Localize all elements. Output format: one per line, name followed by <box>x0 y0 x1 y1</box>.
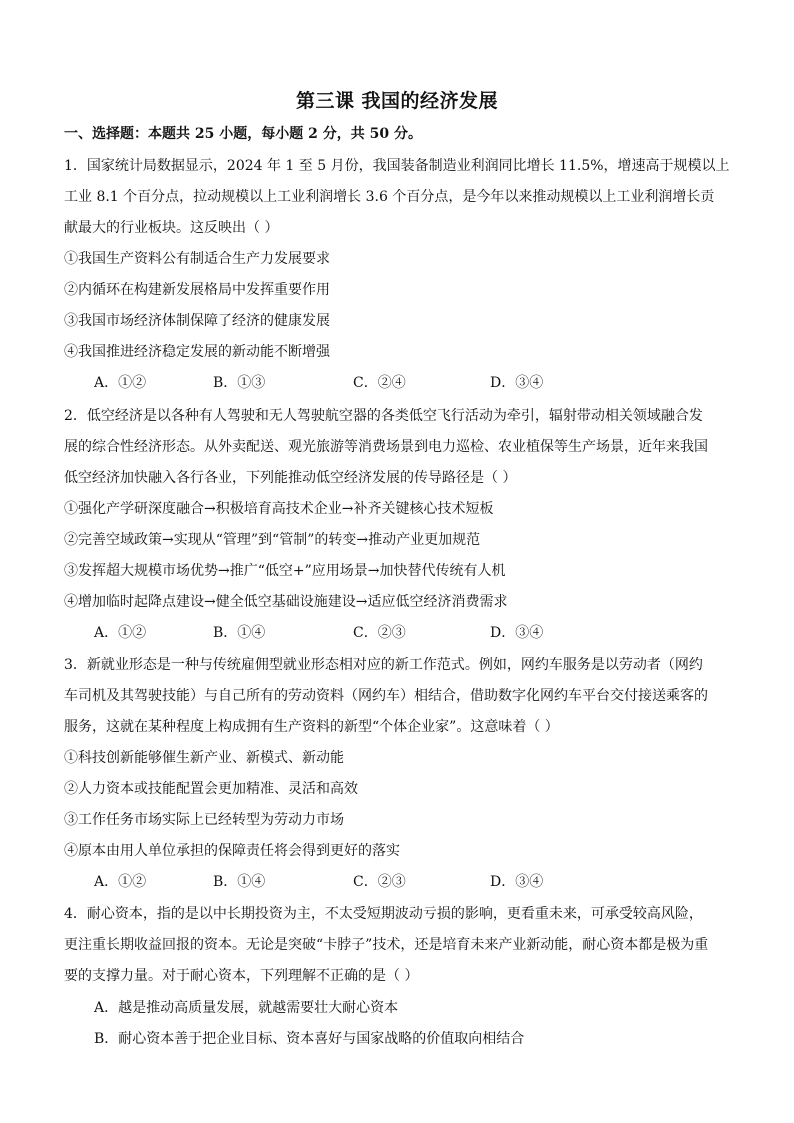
question-2-line-3: 低空经济加快融入各行各业，下列能推动低空经济发展的传导路径是（ ） <box>64 470 517 486</box>
question-4-choice-b: B．耐心资本善于把企业目标、资本喜好与国家战略的价值取向相结合 <box>94 1031 525 1047</box>
question-3-choice-c: C．②③ <box>353 874 406 890</box>
question-3-statement-4: ④原本由用人单位承担的保障责任将会得到更好的落实 <box>64 843 400 859</box>
question-2-statement-4: ④增加临时起降点建设→健全低空基础设施建设→适应低空经济消费需求 <box>64 594 508 610</box>
question-1-statement-3: ③我国市场经济体制保障了经济的健康发展 <box>64 313 330 329</box>
question-2-choice-c: C．②③ <box>353 625 406 641</box>
question-2-statement-2: ②完善空域政策→实现从“管理”到“管制”的转变→推动产业更加规范 <box>64 532 481 548</box>
question-1-statement-2: ②内循环在构建新发展格局中发挥重要作用 <box>64 282 330 298</box>
section-header: 一、选择题：本题共 25 小题，每小题 2 分，共 50 分。 <box>64 126 422 142</box>
question-2-statement-1: ①强化产学研深度融合→积极培育高技术企业→补齐关键核心技术短板 <box>64 501 494 517</box>
question-3-statement-2: ②人力资本或技能配置会更加精准、灵活和高效 <box>64 781 358 797</box>
question-4-line-3: 要的支撑力量。对于耐心资本，下列理解不正确的是（ ） <box>64 968 419 984</box>
question-2-choice-b: B．①④ <box>213 625 266 641</box>
question-1-choice-b: B．①③ <box>213 375 266 391</box>
question-4-line-1: 4．耐心资本，指的是以中长期投资为主，不太受短期波动亏损的影响，更看重未来，可承受较高风险， <box>64 906 703 922</box>
question-3-choice-d: D．③④ <box>490 874 544 890</box>
question-1-statement-1: ①我国生产资料公有制适合生产力发展要求 <box>64 251 330 267</box>
question-4-choice-a: A．越是推动高质量发展，就越需要壮大耐心资本 <box>94 1000 399 1016</box>
question-2-line-1: 2．低空经济是以各种有人驾驶和无人驾驶航空器的各类低空飞行活动为牵引，辐射带动相关领域融合发 <box>64 408 703 424</box>
question-1-line-1: 1．国家统计局数据显示，2024 年 1 至 5 月份，我国装备制造业利润同比增长 11.5%，增速高于规模以上 <box>64 158 730 174</box>
question-2-statement-3: ③发挥超大规模市场优势→推广“低空+”应用场景→加快替代传统有人机 <box>64 563 506 579</box>
question-3-choice-b: B．①④ <box>213 874 266 890</box>
question-4-line-2: 更注重长期收益回报的资本。无论是突破“卡脖子”技术，还是培育未来产业新动能，耐心资本都是极为重 <box>64 937 709 953</box>
question-3-choice-a: A．①② <box>94 874 147 890</box>
question-2-choice-a: A．①② <box>94 625 147 641</box>
page-title: 第三课 我国的经济发展 <box>295 90 499 112</box>
question-3-statement-1: ①科技创新能够催生新产业、新模式、新动能 <box>64 750 344 766</box>
question-3-line-1: 3．新就业形态是一种与传统雇佣型就业形态相对应的新工作范式。例如，网约车服务是以劳动者（网约 <box>64 657 703 673</box>
question-2-choice-d: D．③④ <box>490 625 544 641</box>
question-3-line-2: 车司机及其驾驶技能）与自己所有的劳动资料（网约车）相结合，借助数字化网约车平台交付接送乘客的 <box>64 688 708 704</box>
question-1-statement-4: ④我国推进经济稳定发展的新动能不断增强 <box>64 344 330 360</box>
question-1-choice-a: A．①② <box>94 375 147 391</box>
question-1-choice-d: D．③④ <box>490 375 544 391</box>
question-3-statement-3: ③工作任务市场实际上已经转型为劳动力市场 <box>64 812 344 828</box>
question-1-line-2: 工业 8.1 个百分点，拉动规模以上工业利润增长 3.6 个百分点，是今年以来推动规模以上工业利润增长贡 <box>64 189 715 205</box>
question-1-line-3: 献最大的行业板块。这反映出（ ） <box>64 220 279 236</box>
question-2-line-2: 展的综合性经济形态。从外卖配送、观光旅游等消费场景到电力巡检、农业植保等生产场景，近年来我国 <box>64 439 708 455</box>
question-1-choice-c: C．②④ <box>353 375 406 391</box>
question-3-line-3: 服务，这就在某种程度上构成拥有生产资料的新型“个体企业家”。这意味着（ ） <box>64 719 559 735</box>
